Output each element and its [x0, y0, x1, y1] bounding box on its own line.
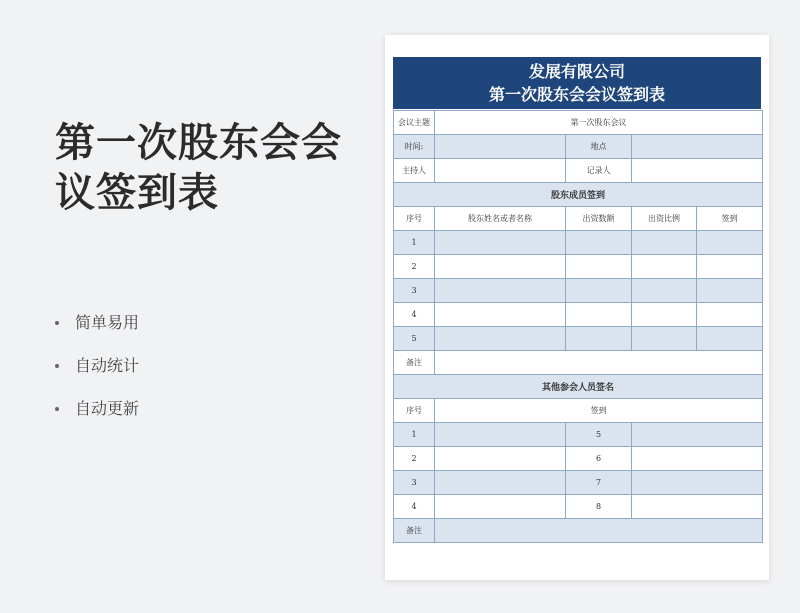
signature-cell[interactable] [632, 495, 763, 519]
bullet-icon [55, 364, 59, 368]
signature-cell[interactable] [435, 495, 566, 519]
table-row [394, 255, 763, 279]
time-value[interactable] [435, 135, 566, 159]
row-number: 2 [394, 447, 435, 471]
remarks-label: 备注 [394, 351, 435, 375]
column-header: 股东姓名或者名称 [435, 207, 566, 231]
table-row [394, 423, 763, 447]
shareholder-name-cell[interactable] [435, 255, 566, 279]
signature-cell[interactable] [697, 255, 763, 279]
table-row [394, 495, 763, 519]
table-row [394, 351, 763, 375]
feature-item [55, 311, 139, 354]
row-number: 7 [566, 471, 632, 495]
column-header: 签到 [697, 207, 763, 231]
contribution-ratio-cell[interactable] [632, 279, 697, 303]
signature-cell[interactable] [697, 231, 763, 255]
row-number: 5 [394, 327, 435, 351]
signature-cell[interactable] [632, 423, 763, 447]
table-row [394, 327, 763, 351]
meeting-topic-value: 第一次股东会议 [435, 111, 763, 135]
header-row [394, 207, 763, 231]
row-number: 6 [566, 447, 632, 471]
row-number: 4 [394, 303, 435, 327]
meeting-topic-label: 会议主题 [394, 111, 435, 135]
row-number: 1 [394, 231, 435, 255]
form-title: 第一次股东会会议签到表 [488, 85, 665, 104]
row-number: 5 [566, 423, 632, 447]
row-number: 3 [394, 279, 435, 303]
host-label: 主持人 [394, 159, 435, 183]
bullet-icon [55, 321, 59, 325]
host-value[interactable] [435, 159, 566, 183]
table-row [394, 303, 763, 327]
column-header: 出资数额 [566, 207, 632, 231]
company-name: 发展有限公司 [528, 62, 625, 81]
feature-item [55, 397, 139, 440]
recorder-value[interactable] [632, 159, 763, 183]
shareholder-name-cell[interactable] [435, 231, 566, 255]
bullet-icon [55, 407, 59, 411]
contribution-amount-cell[interactable] [566, 231, 632, 255]
table-row [394, 447, 763, 471]
contribution-ratio-cell[interactable] [632, 303, 697, 327]
sheet-header [393, 57, 761, 109]
shareholder-name-cell[interactable] [435, 303, 566, 327]
signature-cell[interactable] [697, 303, 763, 327]
row-number: 3 [394, 471, 435, 495]
contribution-ratio-cell[interactable] [632, 231, 697, 255]
contribution-amount-cell[interactable] [566, 327, 632, 351]
remarks-label: 备注 [394, 519, 435, 543]
place-value[interactable] [632, 135, 763, 159]
others-section-title: 其他参会人员签名 [394, 375, 763, 399]
contribution-amount-cell[interactable] [566, 255, 632, 279]
page-title: 第一次股东会会议签到表 [55, 120, 342, 216]
column-header: 序号 [394, 207, 435, 231]
sign-in-table [393, 110, 763, 543]
shareholder-name-cell[interactable] [435, 327, 566, 351]
recorder-label: 记录人 [566, 159, 632, 183]
feature-item [55, 354, 139, 397]
section-row [394, 183, 763, 207]
table-row [394, 135, 763, 159]
signature-cell[interactable] [435, 471, 566, 495]
shareholders-section-title: 股东成员签到 [394, 183, 763, 207]
signature-cell[interactable] [632, 447, 763, 471]
feature-label: 自动更新 [75, 399, 140, 418]
table-row [394, 231, 763, 255]
contribution-ratio-cell[interactable] [632, 255, 697, 279]
sign-in-sheet-preview [385, 35, 769, 580]
column-header: 出资比例 [632, 207, 697, 231]
shareholder-name-cell[interactable] [435, 279, 566, 303]
contribution-ratio-cell[interactable] [632, 327, 697, 351]
signature-cell[interactable] [435, 423, 566, 447]
section-row [394, 375, 763, 399]
contribution-amount-cell[interactable] [566, 303, 632, 327]
row-number: 1 [394, 423, 435, 447]
signature-cell[interactable] [435, 447, 566, 471]
column-header: 序号 [394, 399, 435, 423]
feature-label: 自动统计 [75, 356, 140, 375]
row-number: 8 [566, 495, 632, 519]
time-label: 时间: [394, 135, 435, 159]
table-row [394, 159, 763, 183]
place-label: 地点 [566, 135, 632, 159]
signature-cell[interactable] [632, 471, 763, 495]
contribution-amount-cell[interactable] [566, 279, 632, 303]
feature-label: 简单易用 [75, 313, 140, 332]
table-row [394, 471, 763, 495]
feature-list [55, 311, 139, 440]
header-row [394, 399, 763, 423]
remarks-cell[interactable] [435, 351, 763, 375]
table-row [394, 279, 763, 303]
row-number: 4 [394, 495, 435, 519]
table-row [394, 111, 763, 135]
column-header: 签到 [435, 399, 763, 423]
row-number: 2 [394, 255, 435, 279]
remarks-cell[interactable] [435, 519, 763, 543]
signature-cell[interactable] [697, 279, 763, 303]
signature-cell[interactable] [697, 327, 763, 351]
table-row [394, 519, 763, 543]
